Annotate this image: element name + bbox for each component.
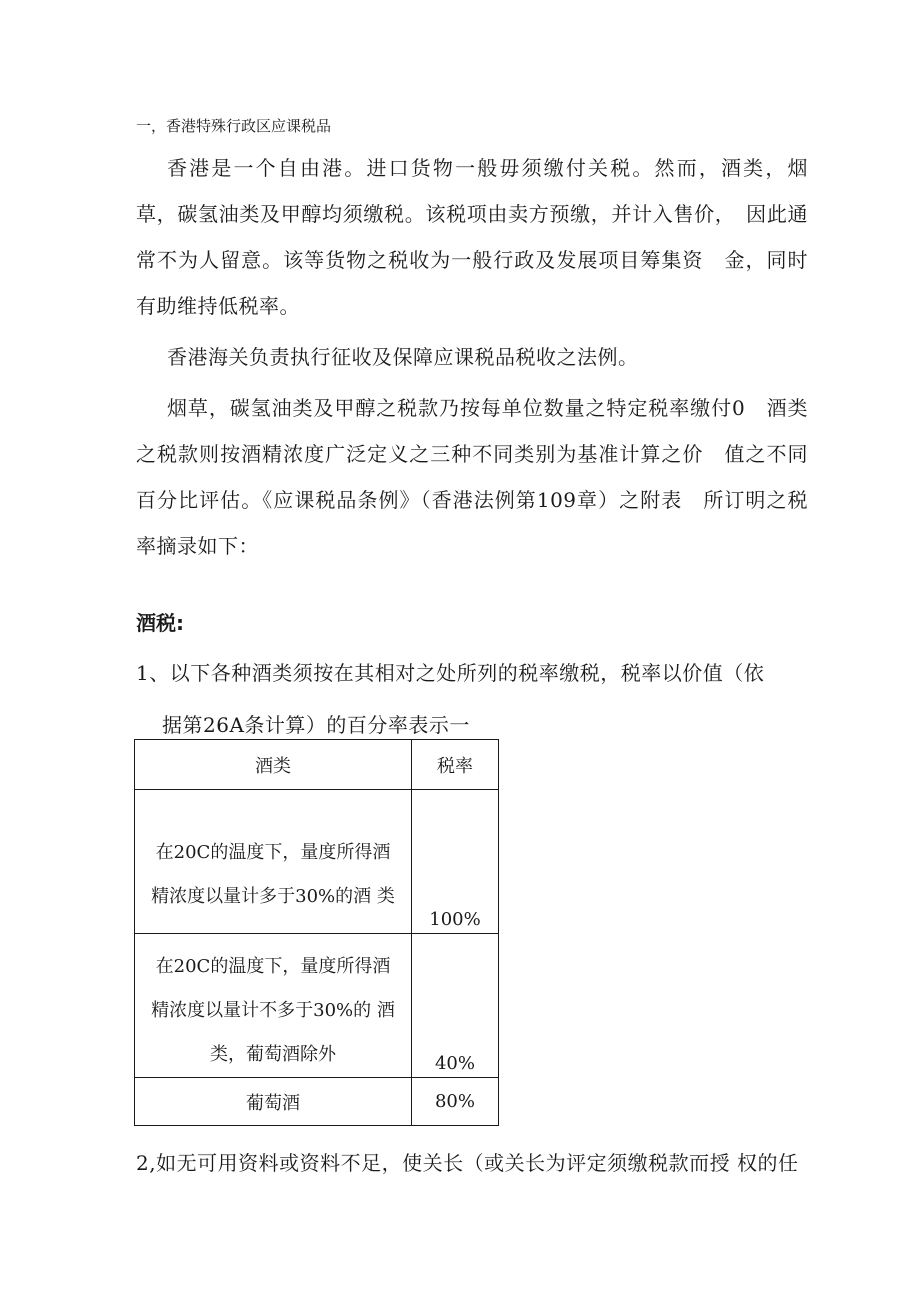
table-header-row [135,740,499,790]
item-2-line-1: 2,如无可用资料或资料不足，使关长（或关长为评定须缴税款而授 权的任 [136,1151,799,1175]
liquor-tax-title: 酒税: [136,611,184,635]
category-line: 精浓度以量计多于30%的酒 类 [151,886,395,907]
rate-cell: 80% [412,1078,499,1126]
header-category: 酒类 [135,740,412,790]
category-cell [135,790,412,934]
header-rate: 税率 [412,740,499,790]
paragraph-free-port: 香港是一个自由港。进口货物一般毋须缴付关税。然而，酒类，烟 草，碳氢油类及甲醇均须缴税。该税项由卖方预缴，并计入售价， 因此通常不为人留意。该等货物之税收为一般行政及发展项目筹集资 金，同时有助维持低税率。 [136,156,829,318]
table-row [135,1078,499,1126]
category-line: 类，葡萄酒除外 [210,1044,336,1065]
table-row [135,790,499,934]
paragraph-customs: 香港海关负责执行征收及保障应课税品税收之法例。 [167,345,639,369]
category-cell [135,934,412,1078]
category-line: 在20C的温度下，量度所得酒 [155,842,391,863]
liquor-rate-table [134,739,499,1126]
category-cell: 葡萄酒 [135,1078,412,1126]
paragraph-tax-rates: 烟草，碳氢油类及甲醇之税款乃按每单位数量之特定税率缴付0 酒类之税款则按酒精浓度广泛定义之三种不同类别为基准计算之价 值之不同百分比评估。《应课税品条例》（香港法例第109章）之附表 所订明之税率摘录如下： [136,396,808,558]
rate-cell: 40% [412,934,499,1078]
table-row [135,934,499,1078]
item-1-line-2: 据第26A条计算）的百分率表示一 [162,713,470,737]
item-1-line-1: 1、以下各种酒类须按在其相对之处所列的税率缴税，税率以价值（依 [136,661,765,685]
section-heading: 一，香港特殊行政区应课税品 [136,117,332,135]
category-line: 在20C的温度下，量度所得酒 [155,956,391,977]
category-line: 精浓度以量计不多于30%的 酒 [151,1000,395,1021]
rate-cell: 100% [412,790,499,934]
